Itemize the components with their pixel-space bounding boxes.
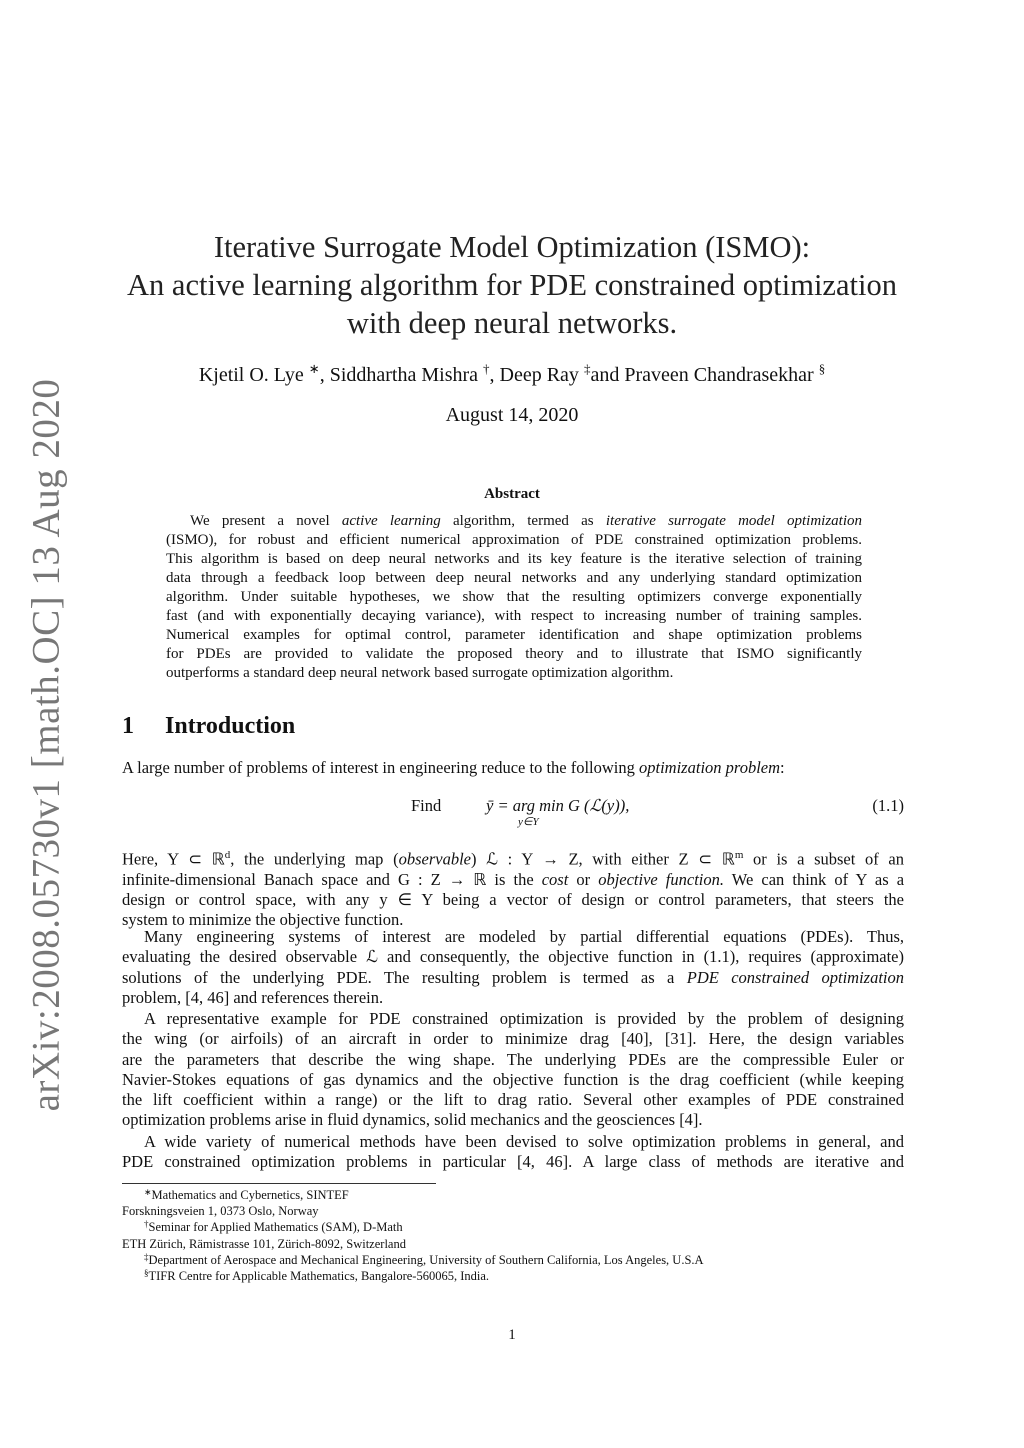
intro-paragraph-4	[122, 1009, 904, 1131]
body-line: Navier-Stokes equations of gas dynamics and the objective function is the drag coefficient (while keeping	[122, 1069, 904, 1089]
abstract-body	[166, 512, 862, 683]
author-2-mark: †	[483, 361, 490, 376]
abstract-line: outperforms a standard deep neural network based surrogate optimization algorithm.	[166, 665, 674, 681]
footnote-2-cont: ETH Zürich, Rämistrasse 101, Zürich-8092, Switzerland	[122, 1236, 406, 1251]
footnote-rule	[122, 1183, 436, 1184]
author-list: Kjetil O. Lye ∗, Siddhartha Mishra †, Deep Ray ‡and Praveen Chandrasekhar §	[198, 361, 826, 386]
author-2: Siddhartha Mishra	[329, 364, 479, 386]
equation-number: (1.1)	[872, 796, 904, 815]
body-line: Here, Y ⊂ ℝ$^d$, the underlying map (observable) ℒ : Y → Z, with either Z ⊂ ℝ$^m$ or is a subset of an	[122, 849, 904, 869]
body-line: design or control space, with any y ∈ Y being a vector of design or control parameters, that steers the	[122, 890, 904, 910]
title-line-3: with deep neural networks.	[346, 306, 678, 340]
footnote-1: ∗Mathematics and Cybernetics, SINTEF	[144, 1187, 349, 1202]
body-line: A wide variety of numerical methods have been devised to solve optimization problems in general, and	[144, 1132, 904, 1151]
equation-subscript: y∈Y	[518, 816, 539, 828]
body-line: evaluating the desired observable ℒ and consequently, the objective function in (1.1), requires (approximate)	[122, 947, 904, 967]
body-line: solutions of the underlying PDE. The resulting problem is termed as a PDE constrained optimization	[122, 967, 904, 987]
author-3: Deep Ray	[499, 364, 579, 386]
body-line: A representative example for PDE constrained optimization is provided by the problem of designing	[144, 1009, 904, 1028]
equation-expression: ȳ = arg min G (ℒ(y)),	[486, 796, 630, 815]
intro-paragraph-5	[122, 1132, 904, 1173]
arxiv-stamp-text: arXiv:2008.05730v1 [math.OC] 13 Aug 2020	[24, 378, 68, 1112]
section-heading	[122, 713, 295, 740]
footnote-2: †Seminar for Applied Mathematics (SAM), D-Math	[144, 1219, 403, 1235]
abstract-line: (ISMO), for robust and efficient numerical approximation of PDE constrained optimization problems.	[166, 532, 862, 548]
equation-label: Find	[411, 796, 442, 815]
author-3-mark: ‡	[583, 361, 591, 376]
abstract-line: We present a novel active learning algorithm, termed as iterative surrogate model optimization	[190, 513, 862, 529]
body-line: system to minimize the objective function.	[122, 910, 404, 930]
body-line: are the parameters that describe the wing shape. The underlying PDEs are the compressible Euler or	[122, 1049, 904, 1069]
abstract-line: for PDEs are provided to validate the proposed theory and to illustrate that ISMO significantly	[166, 646, 862, 662]
abstract-heading: Abstract	[484, 486, 540, 502]
body-line: the lift coefficient within a range) or the lift to drag ratio. Several other examples of PDE constrained	[122, 1090, 904, 1110]
abstract-line: data through a feedback loop between deep neural networks and any underlying standard optimization	[166, 570, 862, 586]
section-number: 1	[122, 713, 134, 739]
body-line: optimization problems arise in fluid dynamics, solid mechanics and the geosciences [4].	[122, 1110, 703, 1130]
intro-paragraph-2	[122, 845, 904, 931]
author-4: and Praveen Chandrasekhar	[590, 364, 814, 386]
body-line: problem, [4, 46] and references therein.	[122, 987, 384, 1007]
abstract-line: fast (and with exponentially decaying variance), with respect to increasing number of training samples.	[166, 608, 862, 624]
footnote-3: ‡Department of Aerospace and Mechanical Engineering, University of Southern California, Los Angeles, U.S.A	[144, 1251, 704, 1267]
body-line: Many engineering systems of interest are modeled by partial differential equations (PDEs). Thus,	[144, 927, 904, 946]
title-line-1: Iterative Surrogate Model Optimization (ISMO):	[213, 230, 811, 264]
body-line: A large number of problems of interest in engineering reduce to the following optimization problem:	[122, 758, 785, 777]
author-1: Kjetil O. Lye	[198, 364, 304, 386]
section-title: Introduction	[165, 713, 296, 739]
intro-paragraph-3	[122, 927, 904, 1008]
body-line: infinite-dimensional Banach space and G : Z → ℝ is the cost or objective function. We can think of Y as a	[122, 869, 905, 889]
abstract-line: This algorithm is based on deep neural networks and its key feature is the iterative selection of training	[166, 551, 862, 567]
abstract-line: algorithm. Under suitable hypotheses, we show that the resulting optimizers converge exponentially	[166, 589, 862, 605]
equation-1-1	[122, 794, 904, 830]
arxiv-stamp	[16, 378, 76, 1112]
body-line: PDE constrained optimization problems in particular [4, 46]. A large class of methods are iterative and	[122, 1152, 904, 1172]
paper-title	[100, 228, 924, 342]
footnote-4: §TIFR Centre for Applicable Mathematics, Bangalore-560065, India.	[144, 1268, 490, 1284]
intro-paragraph-1	[122, 758, 904, 778]
author-4-mark: §	[818, 361, 826, 376]
paper-date: August 14, 2020	[445, 404, 579, 426]
author-1-mark: ∗	[308, 361, 320, 376]
body-line: the wing (or airfoils) of an aircraft in order to minimize drag [40], [31]. Here, the design variables	[122, 1029, 904, 1049]
footnote-1-cont: Forskningsveien 1, 0373 Oslo, Norway	[122, 1204, 319, 1219]
title-line-2: An active learning algorithm for PDE constrained optimization	[127, 268, 897, 302]
page-number: 1	[508, 1327, 516, 1343]
abstract-line: Numerical examples for optimal control, parameter identification and shape optimization problems	[166, 627, 862, 643]
footnotes	[122, 1187, 904, 1284]
